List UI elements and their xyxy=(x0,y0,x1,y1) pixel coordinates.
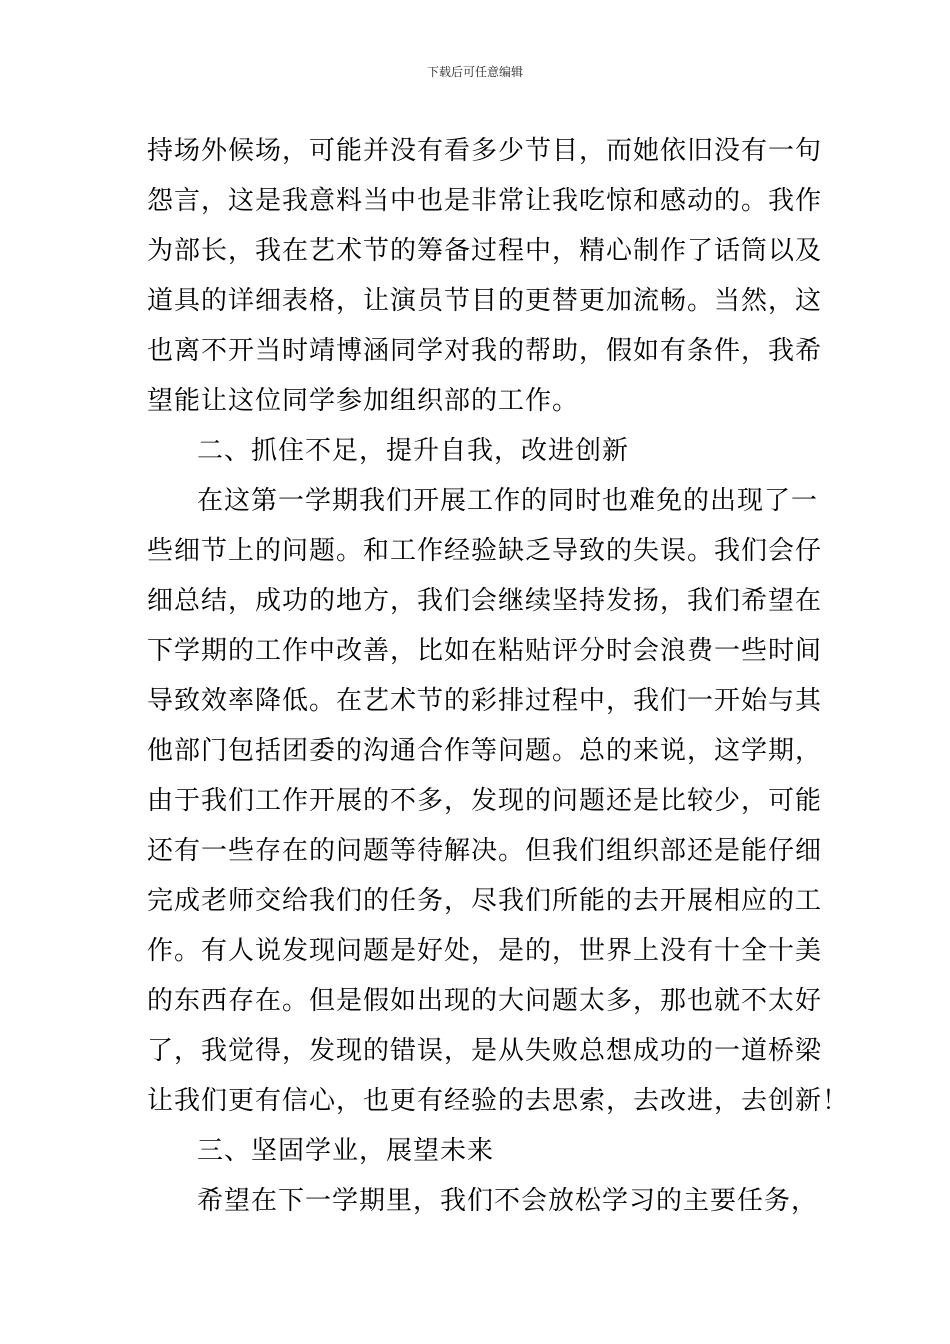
text-line: 下学期的工作中改善，比如在粘贴评分时会浪费一些时间 xyxy=(147,636,823,666)
section-heading: 二、抓住不足，提升自我，改进创新 xyxy=(197,436,630,466)
paragraph-first-line: 在这第一学期我们开展工作的同时也难免的出现了一 xyxy=(197,486,819,516)
page-header-note: 下载后可任意编辑 xyxy=(426,65,523,79)
text-line: 怨言，这是我意料当中也是非常让我吃惊和感动的。我作 xyxy=(147,186,823,216)
text-line: 道具的详细表格，让演员节目的更替更加流畅。当然，这 xyxy=(147,286,823,316)
document-body xyxy=(147,126,850,1226)
paragraph-first-line: 希望在下一学期里，我们不会放松学习的主要任务， xyxy=(197,1186,819,1216)
text-line: 细总结，成功的地方，我们会继续坚持发扬，我们希望在 xyxy=(147,586,823,616)
text-line: 望能让这位同学参加组织部的工作。 xyxy=(147,386,580,416)
text-line: 还有一些存在的问题等待解决。但我们组织部还是能仔细 xyxy=(147,836,823,866)
text-line: 持场外候场，可能并没有看多少节目，而她依旧没有一句 xyxy=(147,136,823,166)
text-line: 些细节上的问题。和工作经验缺乏导致的失误。我们会仔 xyxy=(147,536,823,566)
text-line: 的东西存在。但是假如出现的大问题太多，那也就不太好 xyxy=(147,986,823,1016)
text-line: 完成老师交给我们的任务，尽我们所能的去开展相应的工 xyxy=(147,886,823,916)
text-line: 他部门包括团委的沟通合作等问题。总的来说，这学期， xyxy=(147,736,823,766)
text-line: 由于我们工作开展的不多，发现的问题还是比较少，可能 xyxy=(147,786,823,816)
text-line: 作。有人说发现问题是好处，是的，世界上没有十全十美 xyxy=(147,936,823,966)
text-line: 了，我觉得，发现的错误，是从失败总想成功的一道桥梁 xyxy=(147,1036,823,1066)
text-line: 导致效率降低。在艺术节的彩排过程中，我们一开始与其 xyxy=(147,686,823,716)
text-line: 也离不开当时靖博涵同学对我的帮助，假如有条件，我希 xyxy=(147,336,823,366)
text-line: 让我们更有信心，也更有经验的去思索，去改进，去创新！ xyxy=(147,1086,850,1116)
text-line: 为部长，我在艺术节的筹备过程中，精心制作了话筒以及 xyxy=(147,236,823,266)
section-heading: 三、坚固学业，展望未来 xyxy=(197,1136,495,1166)
